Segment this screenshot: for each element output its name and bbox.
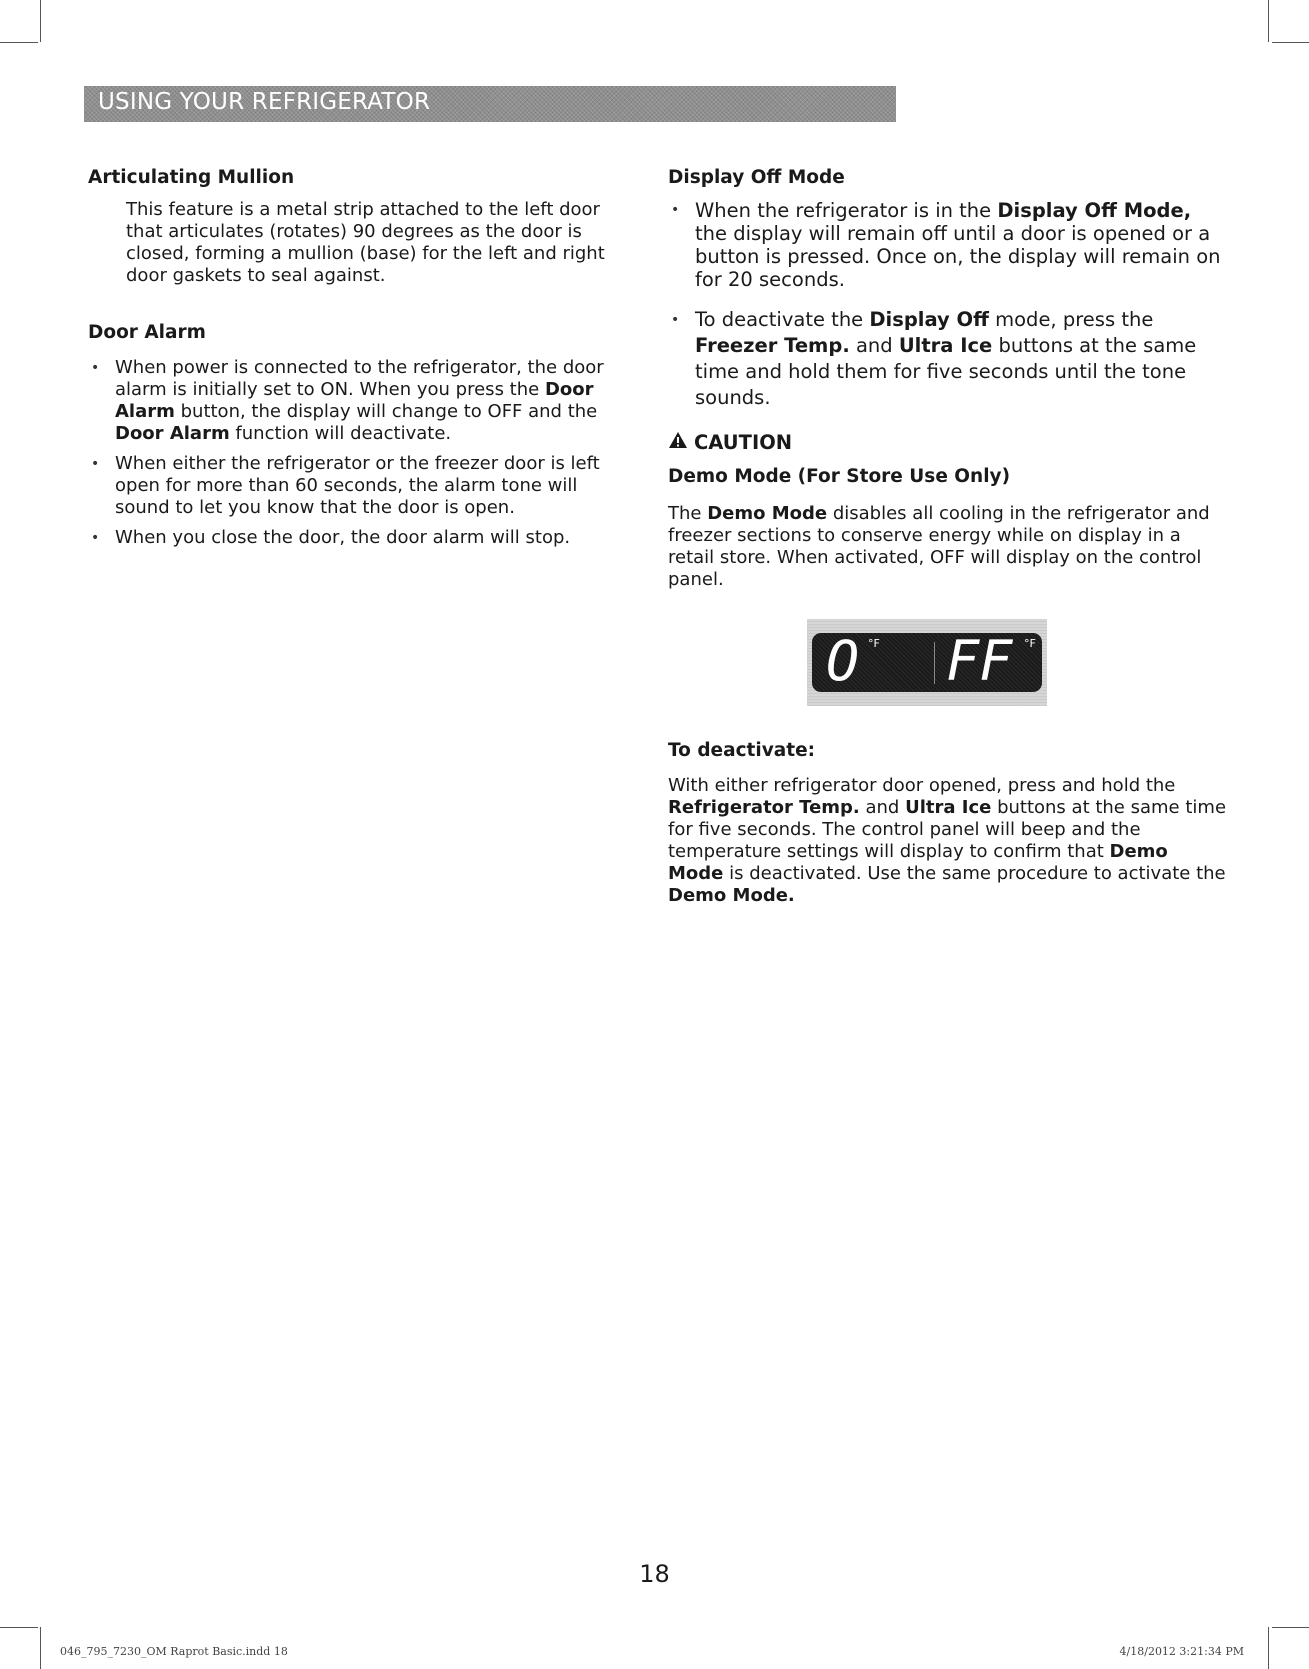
demo-heading: Demo Mode (For Store Use Only) <box>668 466 1011 487</box>
text-run: When power is connected to the refrigerator, the door alarm is initially set to ON. When you press the <box>115 357 604 400</box>
text-run: button, the display will change to OFF and the <box>174 401 598 422</box>
display-right-digits: FF <box>946 629 1013 693</box>
text-run: mode, press the <box>988 308 1154 331</box>
crop-mark <box>1268 0 1269 42</box>
text-run: the display will remain off until a door is opened or a button is pressed. Once on, the display will remain on for 20 seconds. <box>695 222 1221 291</box>
display-off-list <box>668 199 1228 411</box>
crop-mark <box>1268 1627 1269 1669</box>
list-item <box>668 307 1228 411</box>
door-alarm-heading: Door Alarm <box>88 322 206 343</box>
display-right-unit: °F <box>1024 637 1036 650</box>
deactivate-body <box>668 775 1228 907</box>
text-run: and <box>849 334 899 357</box>
keyword: Ultra Ice <box>898 334 993 357</box>
section-banner <box>84 86 896 122</box>
door-alarm-list <box>88 357 634 549</box>
footer-file-info: 046_795_7230_OM Raprot Basic.indd 18 <box>60 1645 288 1658</box>
caution-banner <box>668 431 1228 455</box>
keyword: Display Off Mode, <box>997 199 1192 222</box>
control-panel-display <box>807 619 1047 706</box>
demo-body <box>668 503 1228 591</box>
list-item <box>88 357 634 445</box>
keyword: Ultra Ice <box>905 797 992 818</box>
keyword: Door Alarm <box>115 379 594 422</box>
mullion-heading: Articulating Mullion <box>88 167 295 188</box>
list-item: • When either the refrigerator or the freezer door is left open for more than 60 seconds, the alarm tone will sound to let you know that the door is open. <box>88 453 634 519</box>
display-left-digit: O <box>826 629 860 693</box>
warning-icon <box>668 431 688 455</box>
crop-mark <box>40 1627 41 1669</box>
crop-mark <box>40 0 41 42</box>
text-run: When the refrigerator is in the <box>695 199 998 222</box>
text-run: The <box>668 503 708 524</box>
text-run: function will deactivate. <box>229 423 452 444</box>
text-run: To deactivate the <box>695 308 870 331</box>
display-off-heading: Display Off Mode <box>668 167 845 188</box>
display-separator <box>934 642 935 684</box>
keyword: Demo Mode <box>707 503 828 524</box>
list-item <box>668 199 1228 291</box>
display-left-unit: °F <box>868 637 880 650</box>
keyword: Refrigerator Temp. <box>668 797 860 818</box>
crop-mark <box>1272 1627 1309 1628</box>
footer-timestamp: 4/18/2012 3:21:34 PM <box>1119 1645 1244 1658</box>
text-run: disables all cooling in the refrigerator and freezer sections to conserve energy while on display in a retail store. When activated, OFF will display on the control panel. <box>668 503 1210 590</box>
caution-label: CAUTION <box>694 431 793 454</box>
crop-mark <box>0 42 38 43</box>
right-column <box>668 166 1228 907</box>
text-run: buttons at the same time and hold them for five seconds until the tone sounds. <box>695 334 1197 409</box>
keyword: Demo Mode <box>668 841 1168 884</box>
text-run: buttons at the same time for five seconds. The control panel will beep and the temperature settings will display to confirm that <box>668 797 1227 862</box>
keyword: Display Off <box>869 308 989 331</box>
display-screen <box>812 629 1042 693</box>
banner-title: USING YOUR REFRIGERATOR <box>98 89 431 115</box>
text-run: and <box>859 797 906 818</box>
keyword: Door Alarm <box>115 423 230 444</box>
keyword: Demo Mode. <box>668 885 795 906</box>
text-run: With either refrigerator door opened, press and hold the <box>668 775 1176 796</box>
deactivate-heading: To deactivate: <box>668 740 816 761</box>
left-column <box>88 166 634 549</box>
crop-mark <box>1272 42 1309 43</box>
list-item: • When you close the door, the door alarm will stop. <box>88 527 634 549</box>
keyword: Freezer Temp. <box>695 334 850 357</box>
page-number: 18 <box>639 1560 670 1588</box>
text-run: is deactivated. Use the same procedure to activate the <box>723 863 1226 884</box>
crop-mark <box>0 1627 38 1628</box>
mullion-body: This feature is a metal strip attached to the left door that articulates (rotates) 90 degrees as the door is closed, forming a mullion (base) for the left and right door gaskets to seal against. <box>126 199 605 286</box>
